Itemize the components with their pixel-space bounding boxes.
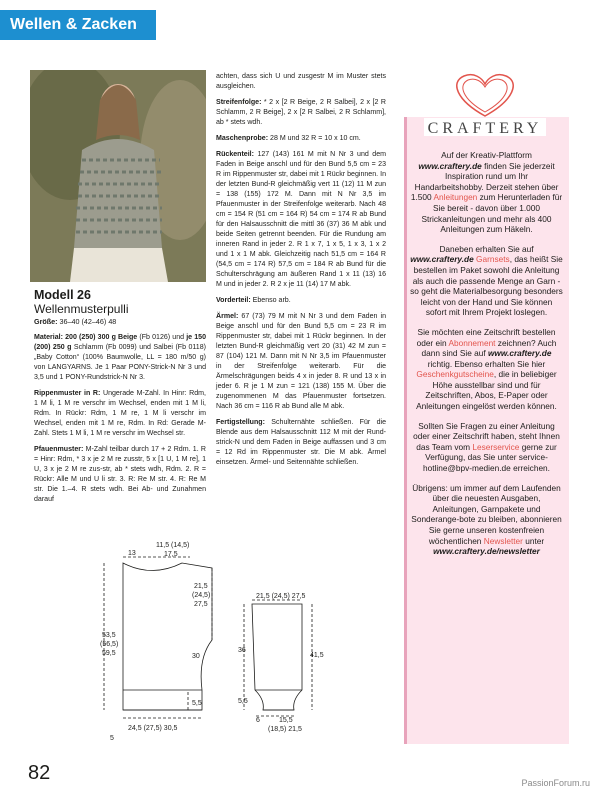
- sb2-e: , das heißt Sie bestellen im Paket sowohl die Anleitung als auch die passende Menge an Garn - so geht die Materialbesorgung besonders leicht von der Hand und Sie können sofort mit Ihrem Projekt loslegen.: [410, 254, 563, 318]
- watermark: PassionForum.ru: [521, 778, 590, 788]
- sleeve-inner-h: 36: [238, 647, 246, 654]
- rib-lead: Rippenmuster in R:: [34, 390, 101, 397]
- newsletter-url-link[interactable]: www.craftery.de/newsletter: [433, 546, 540, 557]
- front-text: Ebenso arb.: [250, 297, 291, 304]
- back-lead: Rückenteil:: [216, 151, 254, 158]
- dim-total-h2: (56,5): [100, 641, 119, 648]
- craftery-link-1[interactable]: www.craftery.de: [418, 160, 482, 171]
- stripe-text: * 2 x [2 R Beige, 2 R Salbei], 2 x [2 R Schlamm, 2 R Beige], 2 x [2 R Salbei, 2 R Schlamm], ab * stets wdh.: [216, 99, 386, 126]
- gauge-lead: Maschenprobe:: [216, 135, 269, 142]
- craftery-link-3[interactable]: www.craftery.de: [487, 348, 552, 359]
- sb5-c: unter: [522, 535, 545, 546]
- sb3-a: Sie möchten eine Zeitschrift bestellen oder ein: [416, 326, 556, 348]
- sleeve-top-w: 21,5 (24,5) 27,5: [256, 593, 306, 600]
- section-header: Wellen & Zacken: [0, 10, 156, 40]
- sb3-e: richtig. Ebenso erhalten Sie hier: [427, 358, 546, 369]
- sleeve-rib-h: 5,5: [238, 698, 248, 705]
- material-text: (Fb 0126) und: [137, 334, 187, 341]
- sb1-e: zum Herunterladen für Sie bereit - davon über 1.000 Strickanleitungen und mehr als 400 Anleitungen zum Häkeln.: [421, 192, 563, 235]
- garnsets-link[interactable]: Garnsets: [476, 254, 510, 265]
- dim-bottom-w: 24,5 (27,5) 30,5: [128, 725, 178, 732]
- logo-text: CRAFTERY: [427, 120, 543, 137]
- material-text2: Schlamm (Fb 0099) und Salbei (Fb 0118) „Baby Cotton“ (100% Baumwolle, LL = 180 m/50 g) von LANGYARNS. Je 1 Paar PONY-Strick-N Nr 3 und 3,5 und 1 PONY-Rundstrick-N Nr 3.: [34, 344, 206, 381]
- material-lead: Material: 200 (250) 300 g Beige: [34, 334, 138, 341]
- sb1-c: finden Sie jederzeit Inspiration rund um Ihr Handarbeitshobby. Derzeit stehen über 1.500: [410, 160, 559, 203]
- body-schematic: [104, 557, 212, 718]
- model-title: Modell 26: [34, 288, 91, 302]
- dim-rib-h2: 5: [110, 735, 114, 742]
- sleeve-bottom-w2: (18,5) 21,5: [268, 726, 302, 733]
- sb3-c: zeichnen? Auch dann sind Sie auf: [421, 337, 557, 359]
- dim-rib-h: 5,5: [192, 700, 202, 707]
- sb4-c: gerne zur Verfügung, das Sie unter service-hotline@bpv-medien.de erreichen.: [423, 441, 557, 474]
- material-lead2: je 150 (200) 250 g: [34, 334, 207, 351]
- gutscheine-link[interactable]: Geschenkgutscheine: [416, 369, 494, 380]
- model-subtitle: Wellenmusterpulli: [34, 302, 129, 316]
- sleeve-lead: Ärmel:: [216, 313, 239, 320]
- page-number: 82: [28, 762, 51, 784]
- sb1-a: Auf der Kreativ-Plattform: [441, 150, 532, 160]
- leserservice-link[interactable]: Leserservice: [472, 441, 520, 452]
- front-lead: Vorderteil:: [216, 297, 251, 304]
- sb2-a: Daneben erhalten Sie auf: [439, 243, 534, 254]
- sleeve-outer-h: 41,5: [310, 652, 324, 659]
- sb5-a: Übrigens: um immer auf dem Laufenden über die neuesten Ausgaben, Anleitungen, Garnpakete und Sonderange-bote zu bleiben, abonnieren Sie gerne unseren kostenfreien wöchentlichen: [411, 482, 562, 546]
- dim-total-h1: 53,5: [102, 632, 116, 639]
- peacock-lead: Pfauenmuster:: [34, 446, 84, 453]
- sleeve-schematic: [244, 600, 312, 716]
- sleeve-text: 67 (73) 79 M mit N Nr 3 und dem Faden in Beige anschl und für den Bund 5,5 cm = 23 R im Rippenmuster str, dabei mit 1 Rückr beginnen. In der letzten Bund-R gleichmäßig vert 20 (31) 42 M zun = 87 (104) 121 M. Dann mit N Nr 3,5 im Pfauenmuster in der Streifenfolge weiterarb. Für die Ärmelschrägungen beids 4 x in jeder 8. R und 13 x in jeder 6. R je 1 M zun = 121 (138) 155 M. Über die zugenommenen M das Pfauenmuster fortsetzen. Nach 36 cm = 116 R ab Bund alle M abk.: [216, 313, 386, 410]
- dim-top-width2: 17,5: [164, 551, 178, 558]
- sb3-g: , die in beliebiger Höhe ausstellbar sind und für Zeitschriften, Abos, E-Paper oder Anleitungen eingelöst werden können.: [416, 369, 557, 412]
- dim-armhole: 21,5: [194, 583, 208, 590]
- sb4-a: Sollten Sie Fragen zu einer Anleitung oder einer Zeitschrift haben, steht Ihnen das Team vom: [413, 420, 560, 452]
- continuation-text: achten, dass sich U und zusgestr M im Muster stets ausgleichen.: [216, 73, 386, 90]
- craftery-link-2[interactable]: www.craftery.de: [410, 254, 474, 265]
- abonnement-link[interactable]: Abonnement: [448, 337, 496, 348]
- dim-shoulder: 13: [128, 550, 136, 557]
- anleitungen-link[interactable]: Anleitungen: [433, 192, 478, 203]
- finishing-lead: Fertigstellung:: [216, 419, 265, 426]
- sleeve-rib-w: 6: [256, 717, 260, 724]
- back-text: 127 (143) 161 M mit N Nr 3 und dem Faden in Beige anschl und für den Bund 5,5 cm = 23 R im Rippenmuster str, dabei mit 1 Rückr beginnen. In der letzten Bund-R gleichmäßig vert 11 (12) 11 M zun = 138 (155) 172 M. Dann mit N Nr 3,5 im Pfauenmuster in der Streifenfolge weiterarb. Nach 48 cm = 154 R (51 cm = 164 R) 54 cm = 174 R ab Bund für den Halsausschnitt die mittl 36 (37) 36 M abk und beide Seiten getrennt beenden. Für die Rundung am inneren Rand in jeder 2. R 1 x 7, 1 x 5, 1 x 3, 1 x 2 und 1 x 1 M abk. Gleichzeitig nach 51,5 cm = 164 R (54,5 cm = 174 R) 57,5 cm = 184 R ab Bund für die Schulterschrägung am äußeren Rand 1 x 11 (13) 16 M und in jeder 2. R 2 x je 11 (14) 17 M abk.: [216, 151, 386, 288]
- finishing-text: Schulternähte schließen. Für die Blende aus dem Halsausschnitt 112 M mit der Rund-strick-N und dem Faden in Beige auffassen und 3 cm = 12 Rd im Rippenmuster str. Die M abk. Ärmel einsetzen. Ärmel- und Seitennähte schließen.: [216, 419, 386, 466]
- sleeve-bottom-w: 15,5: [279, 717, 293, 724]
- gauge-text: 28 M und 32 R = 10 x 10 cm.: [268, 135, 361, 142]
- peacock-text: M-Zahl teilbar durch 17 + 2 Rdm. 1. R = Hinr: Rdm, * 3 x je 2 M re zusstr, 5 x [1 U, 1 M re], 1 U, 3 x je 2 M re zus-str, ab * stets wdh, Rdm. 2. R = Rückr: Alle M und U li str. 3. R: Re M str. 4. R: Re M str. Die 1.–4. R stets wdh. Bei Ab- und Zunahmen darauf: [34, 446, 206, 503]
- dim-top-width: 11,5 (14,5): [156, 542, 190, 549]
- rib-text: Ungerade M-Zahl. In Hinr: Rdm, 1 M li, 1 M re verschr im Wechsel, enden mit 1 M li, Rdm. In Rückr: Rdm, 1 M re, 1 M li verschr im Wechsel, enden mit 1 M re, Rdm. In Rd: Gerade M-Zahl. Stets 1 M li, 1 M re verschr im Wechsel str.: [34, 390, 206, 437]
- dim-armhole3: 27,5: [194, 601, 208, 608]
- stripe-lead: Streifenfolge:: [216, 99, 262, 106]
- size-value: 36–40 (42–46) 48: [57, 317, 117, 326]
- dim-body-h: 30: [192, 653, 200, 660]
- dim-armhole2: (24,5): [192, 592, 211, 599]
- dim-total-h3: 59,5: [102, 650, 116, 657]
- size-label: Größe:: [34, 317, 58, 326]
- newsletter-link[interactable]: Newsletter: [483, 535, 523, 546]
